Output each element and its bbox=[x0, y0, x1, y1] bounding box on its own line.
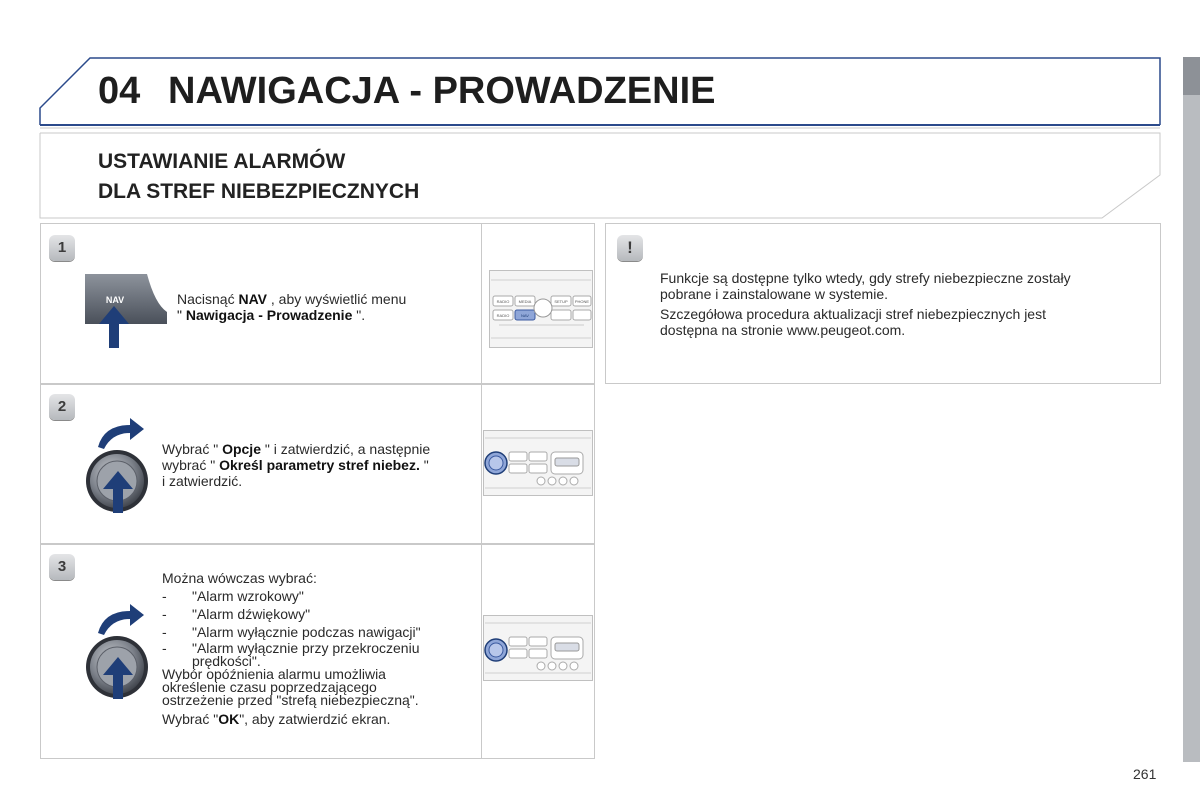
step-2-box bbox=[40, 384, 595, 544]
step-1-line1: Nacisnąć NAV , aby wyświetlić menu bbox=[177, 291, 407, 307]
press-arrow-icon bbox=[103, 657, 133, 699]
radio-panel-icon bbox=[483, 615, 593, 681]
chapter-side-bar bbox=[1183, 57, 1200, 762]
warning-paragraph-1: Funkcje są dostępne tylko wtedy, gdy strefy niebezpieczne zostały pobrane i zainstalowane w systemie. bbox=[660, 270, 1071, 302]
list-item: - "Alarm wzrokowy" bbox=[162, 588, 304, 604]
warning-box bbox=[605, 223, 1161, 384]
step-divider bbox=[481, 224, 482, 383]
svg-text:NAV: NAV bbox=[521, 313, 529, 318]
step-1-box bbox=[40, 223, 595, 384]
section-title-line1: USTAWIANIE ALARMÓW bbox=[98, 150, 346, 173]
radio-panel-icon bbox=[483, 430, 593, 496]
chapter-number: 04 bbox=[98, 70, 141, 112]
list-item: - "Alarm dźwiękowy" bbox=[162, 606, 311, 622]
page-number: 261 bbox=[1133, 766, 1157, 782]
step-1-text bbox=[177, 291, 477, 323]
rotate-arrow-icon bbox=[96, 603, 146, 637]
chapter-side-bar-top bbox=[1183, 57, 1200, 95]
svg-text:SETUP: SETUP bbox=[554, 299, 568, 304]
warning-paragraph-2: Szczegółowa procedura aktualizacji stref niebezpiecznych jest dostępna na stronie www.peugeot.com. bbox=[660, 306, 1046, 338]
rotate-arrow-icon bbox=[96, 417, 146, 451]
step-1-line2: " Nawigacja - Prowadzenie ". bbox=[177, 307, 366, 323]
chapter-title: NAWIGACJA - PROWADZENIE bbox=[168, 70, 716, 112]
step-2-badge: 2 bbox=[49, 394, 75, 420]
svg-text:RADIO: RADIO bbox=[496, 299, 510, 304]
radio-panel-icon bbox=[489, 270, 593, 348]
svg-text:PHONE: PHONE bbox=[574, 299, 590, 304]
svg-text:MEDIA: MEDIA bbox=[518, 299, 532, 304]
svg-text:RADIO: RADIO bbox=[496, 313, 510, 318]
step-2-text: Wybrać " Opcje " i zatwierdzić, a następnie wybrać " Określ parametry stref niebez. " i zatwierdzić. bbox=[162, 441, 431, 489]
press-arrow-icon bbox=[99, 306, 129, 348]
section-title-line2: DLA STREF NIEBEZPIECZNYCH bbox=[98, 180, 420, 203]
press-arrow-icon bbox=[103, 471, 133, 513]
step-3-text: Można wówczas wybrać: - "Alarm wzrokowy" - "Alarm dźwiękowy" - "Alarm wyłącznie podczas nawigacji" - "Alarm wyłącznie przy przekroczeniu prędkości". Wybór opóźnienia alarmu umożliwia określenie czasu poprzedzającego ostrzeżenie przed "strefą niebezpieczną". Wybrać "OK", aby zatwierdzić ekran. bbox=[162, 570, 482, 727]
list-item: - "Alarm wyłącznie przy przekroczeniu prędkości". bbox=[162, 640, 420, 669]
list-item: - "Alarm wyłącznie podczas nawigacji" bbox=[162, 624, 421, 640]
step-3-badge: 3 bbox=[49, 554, 75, 580]
warning-icon: ! bbox=[617, 235, 643, 261]
step-3-box bbox=[40, 544, 595, 759]
step-1-badge: 1 bbox=[49, 235, 75, 261]
nav-label: NAV bbox=[105, 295, 125, 305]
